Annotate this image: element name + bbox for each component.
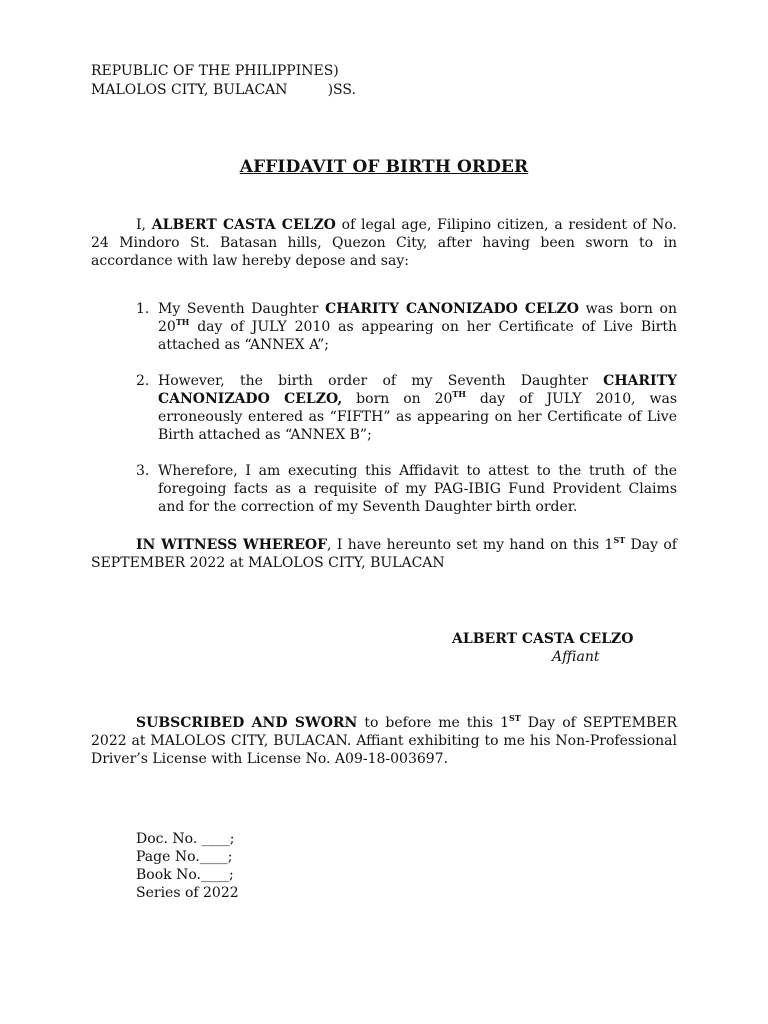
affiant-signature-name: ALBERT CASTA CELZO: [452, 631, 634, 647]
statement-text: day of JULY 2010, was erroneously entered as “FIFTH” as appearing on her Certificate of Live Birth attached as “ANNEX B”;: [158, 391, 678, 443]
intro-prefix: I,: [136, 217, 152, 233]
affiant-name-inline: ALBERT CASTA CELZO: [151, 217, 336, 233]
series-year: Series of 2022: [136, 885, 239, 901]
statement-item-2: [91, 372, 677, 444]
intro-rest: of legal age, Filipino citizen, a resident of No. 24 Mindoro St. Batasan hills, Quezon City, after having been sworn to in accordance with law hereby depose and say:: [91, 217, 678, 269]
statement-item-1: [91, 300, 677, 354]
jurat-text: to before me this 1: [357, 715, 509, 731]
witness-heading: IN WITNESS WHEREOF: [136, 537, 328, 553]
intro-paragraph: [91, 216, 677, 270]
jurat-text: Day of SEPTEMBER 2022 at MALOLOS CITY, BULACAN. Affiant exhibiting to me his Non-Professional Driver’s License with License No. A09-18-003697.: [91, 715, 677, 767]
statement-number: 3.: [136, 463, 150, 479]
statement-number: 2.: [136, 373, 150, 389]
statement-list: [91, 300, 677, 516]
document-title: AFFIDAVIT OF BIRTH ORDER: [239, 157, 529, 177]
statement-item-3: [91, 462, 677, 516]
witness-text: , I have hereunto set my hand on this 1: [327, 537, 614, 553]
daughter-name: CHARITY CANONIZADO CELZO,: [158, 373, 677, 407]
ordinal-suffix: TH: [452, 389, 466, 399]
witness-text: Day of SEPTEMBER 2022 at MALOLOS CITY, BULACAN: [91, 537, 677, 571]
page-number: Page No.____;: [136, 849, 233, 865]
statement-text: was born on 20: [158, 301, 677, 335]
venue-line-city: MALOLOS CITY, BULACAN )SS.: [91, 82, 356, 98]
statement-text: day of JULY 2010 as appearing on her Certificate of Live Birth attached as “ANNEX A”;: [158, 319, 677, 353]
statement-number: 1.: [136, 301, 150, 317]
jurat-paragraph: [91, 714, 677, 768]
ordinal-suffix: ST: [613, 535, 626, 545]
notary-register: [136, 830, 677, 902]
ordinal-suffix: TH: [175, 317, 190, 327]
statement-text: Wherefore, I am executing this Affidavit to attest to the truth of the foregoing facts as a requisite of my PAG-IBIG Fund Provident Claims and for the correction of my Seventh Daughter birth order.: [158, 463, 677, 515]
ordinal-suffix: ST: [509, 713, 521, 723]
venue-line-republic: REPUBLIC OF THE PHILIPPINES): [91, 63, 339, 79]
book-number: Book No.____;: [136, 867, 234, 883]
daughter-name: CHARITY CANONIZADO CELZO: [325, 301, 579, 317]
witness-paragraph: [91, 536, 677, 572]
jurat-heading: SUBSCRIBED AND SWORN: [136, 715, 358, 731]
affidavit-document: [91, 62, 677, 902]
statement-text: born on 20: [342, 391, 453, 407]
statement-text: My Seventh Daughter: [158, 301, 326, 317]
affiant-label: Affiant: [552, 649, 600, 665]
doc-number: Doc. No. ____;: [136, 831, 235, 847]
signature-block: [452, 630, 677, 666]
statement-text: However, the birth order of my Seventh Daughter: [158, 373, 604, 389]
venue-header: [91, 62, 677, 100]
